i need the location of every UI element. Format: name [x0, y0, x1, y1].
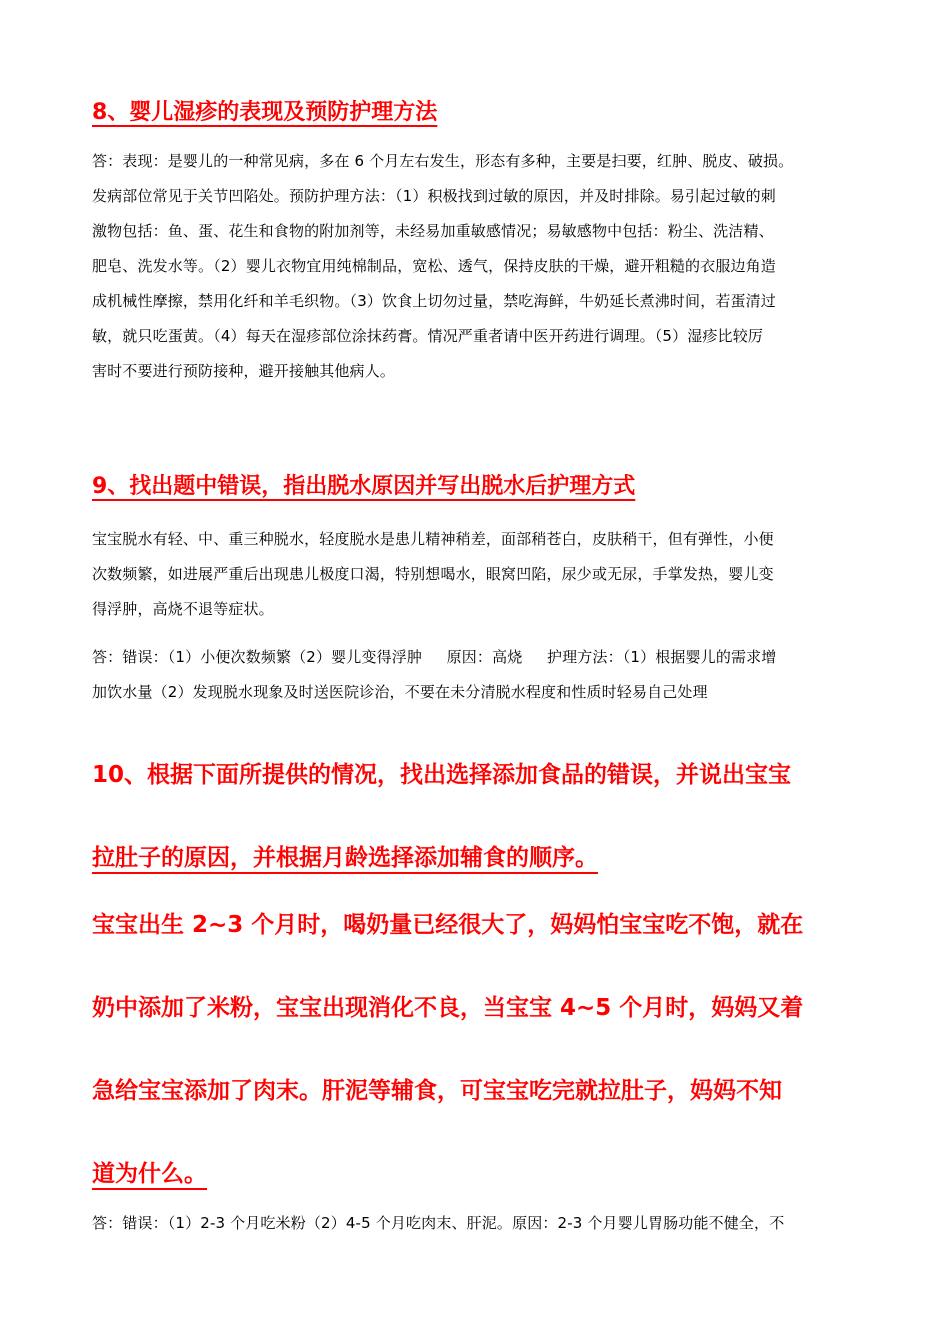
paragraph-line: 答：表现：是婴儿的一种常见病，多在 6 个月左右发生，形态有多种，主要是扫要，红肿、脱皮、破损。	[92, 152, 794, 170]
section-10-scenario	[92, 884, 892, 1216]
heading-line-underlined: 拉肚子的原因，并根据月龄选择添加辅食的顺序。	[92, 845, 598, 871]
paragraph-line: 答：错误：（1）小便次数频繁（2）婴儿变得浮肿 原因：高烧 护理方法：（1）根据婴儿的需求增	[92, 648, 777, 666]
section-8-answer	[92, 144, 892, 389]
paragraph-line: 害时不要进行预防接种，避开接触其他病人。	[92, 362, 396, 380]
paragraph-line: 宝宝脱水有轻、中、重三种脱水，轻度脱水是患儿精神稍差，面部稍苍白，皮肤稍干，但有弹性，小便	[92, 530, 774, 548]
section-10-answer	[92, 1206, 892, 1241]
heading-line: 10、根据下面所提供的情况，找出选择添加食品的错误，并说出宝宝	[92, 762, 792, 788]
paragraph-line: 肥皂、洗发水等。（2）婴儿衣物宜用纯棉制品，宽松、透气，保持皮肤的干燥，避开粗糙的衣服边角造	[92, 257, 776, 275]
paragraph-line: 答：错误：（1）2-3 个月吃米粉（2）4-5 个月吃肉末、肝泥。原因：2-3 个月婴儿胃肠功能不健全，不	[92, 1214, 785, 1232]
section-10-heading	[92, 734, 892, 900]
scenario-line: 奶中添加了米粉，宝宝出现消化不良，当宝宝 4~5 个月时，妈妈又着	[92, 995, 804, 1021]
section-9-answer	[92, 640, 892, 710]
paragraph-line: 发病部位常见于关节凹陷处。预防护理方法：（1）积极找到过敏的原因，并及时排除。易引起过敏的刺	[92, 187, 776, 205]
paragraph-line: 得浮肿，高烧不退等症状。	[92, 600, 274, 618]
section-8-heading: 8、婴儿湿疹的表现及预防护理方法	[92, 100, 438, 125]
scenario-line: 宝宝出生 2~3 个月时，喝奶量已经很大了，妈妈怕宝宝吃不饱，就在	[92, 912, 804, 938]
paragraph-line: 成机械性摩擦，禁用化纤和羊毛织物。（3）饮食上切勿过量，禁吃海鲜，牛奶延长煮沸时间，若蛋清过	[92, 292, 776, 310]
paragraph-line: 加饮水量（2）发现脱水现象及时送医院诊治，不要在未分清脱水程度和性质时轻易自己处理	[92, 683, 708, 701]
section-9-heading: 9、找出题中错误，指出脱水原因并写出脱水后护理方式	[92, 474, 636, 499]
scenario-line-underlined: 道为什么。	[92, 1161, 207, 1187]
scenario-line	[92, 1133, 892, 1216]
paragraph-line: 激物包括：鱼、蛋、花生和食物的附加剂等，未经易加重敏感情况；易敏感物中包括：粉尘、洗洁精、	[92, 222, 774, 240]
scenario-line: 急给宝宝添加了肉末。肝泥等辅食，可宝宝吃完就拉肚子，妈妈不知	[92, 1078, 782, 1104]
paragraph-line: 敏，就只吃蛋黄。（4）每天在湿疹部位涂抹药膏。情况严重者请中医开药进行调理。（5）湿疹比较厉	[92, 327, 763, 345]
section-9-question	[92, 522, 892, 627]
paragraph-line: 次数频繁，如进展严重后出现患儿极度口渴，特别想喝水，眼窝凹陷，尿少或无尿，手掌发热，婴儿变	[92, 565, 774, 583]
